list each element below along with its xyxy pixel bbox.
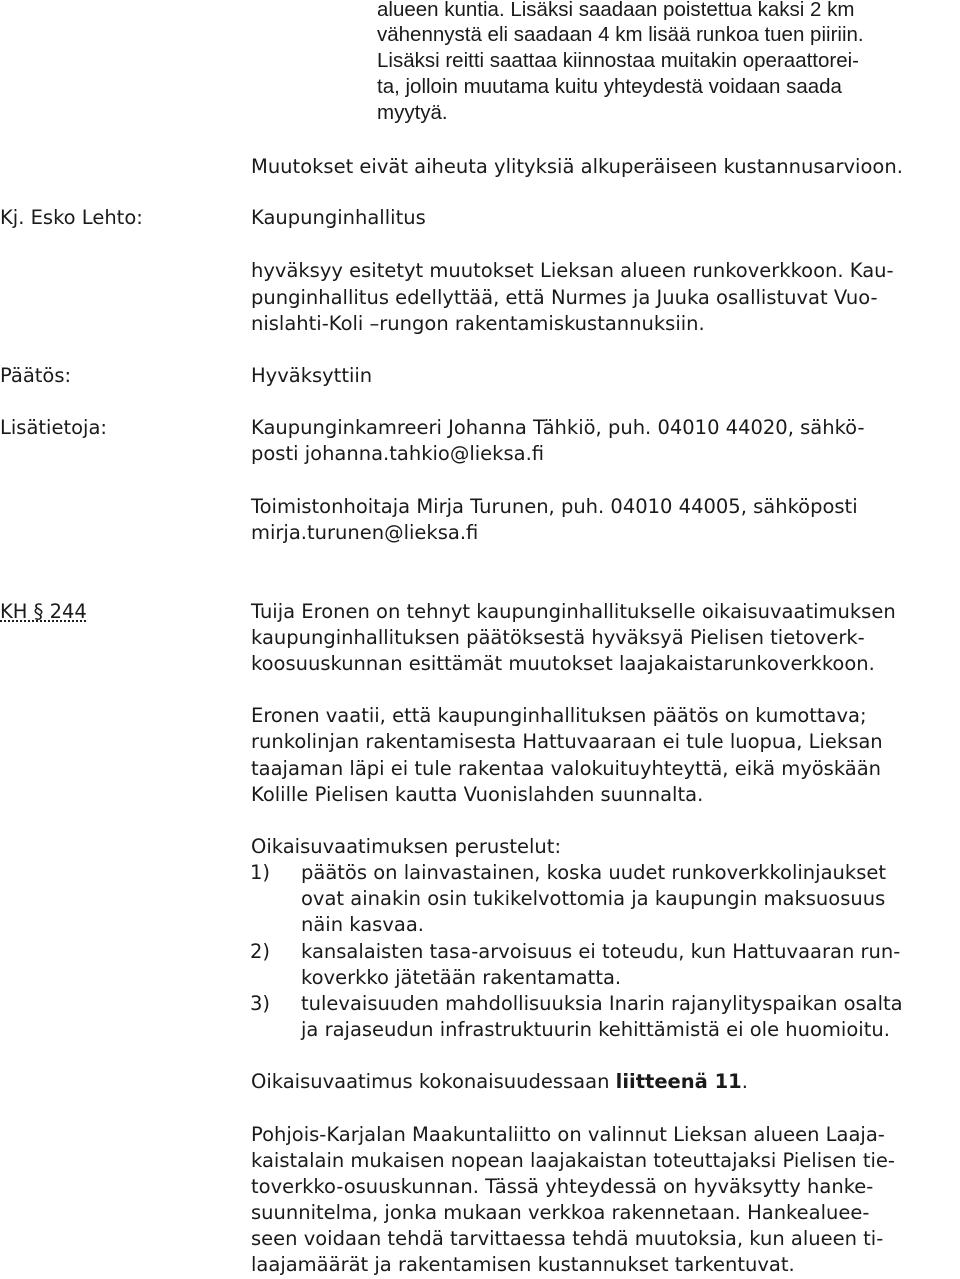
ground-line: kansalaisten tasa-arvoisuus ei toteudu, kun Hattuvaaran run-: [301, 940, 901, 963]
ground-number: 3): [250, 992, 271, 1015]
decision-value: Hyväksyttiin: [251, 364, 373, 387]
contact-line: Toimistonhoitaja Mirja Turunen, puh. 04010 44005, sähköposti: [251, 495, 858, 518]
proposal-line: punginhallitus edellyttää, että Nurmes ja Juuka osallistuvat Vuo-: [251, 286, 878, 309]
ground-line: koverkko jätetään rakentamatta.: [301, 966, 622, 989]
top-paragraph-line: myytyä.: [377, 101, 448, 124]
proposal-line: nislahti-Koli –rungon rakentamiskustannuksiin.: [251, 312, 705, 335]
cost-note: Muutokset eivät aiheuta ylityksiä alkuperäiseen kustannusarvioon.: [251, 155, 903, 178]
more-info-label: Lisätietoja:: [0, 416, 107, 439]
contact-line: Kaupunginkamreeri Johanna Tähkiö, puh. 04010 44020, sähkö-: [251, 416, 865, 439]
contact-line: mirja.turunen@lieksa.fi: [251, 521, 479, 544]
ground-line: päätös on lainvastainen, koska uudet runkoverkkolinjaukset: [301, 861, 886, 884]
decision-label: Päätös:: [0, 364, 72, 387]
top-paragraph-line: ta, jolloin muutama kuitu yhteydestä voidaan saada: [377, 75, 842, 98]
attachment-suffix: .: [741, 1070, 748, 1093]
section-para3-line: laajamäärät ja rakentamisen kustannukset tarkentuvat.: [251, 1253, 795, 1276]
proposal-body-title: Kaupunginhallitus: [251, 206, 426, 229]
attachment-reference: liitteenä 11: [615, 1070, 742, 1093]
section-para3-line: kaistalain mukaisen nopean laajakaistan toteuttajaksi Pielisen tie-: [251, 1149, 895, 1172]
proposer-label: Kj. Esko Lehto:: [0, 206, 143, 229]
ground-line: näin kasvaa.: [301, 913, 424, 936]
section-para2-line: Eronen vaatii, että kaupunginhallituksen päätös on kumottava;: [251, 704, 867, 727]
attachment-prefix: Oikaisuvaatimus kokonaisuudessaan: [251, 1070, 616, 1093]
section-para2-line: Kolille Pielisen kautta Vuonislahden suunnalta.: [251, 783, 704, 806]
section-para3-line: suunnitelma, jonka mukaan verkkoa rakennetaan. Hankealuee-: [251, 1201, 870, 1224]
section-para2-line: taajaman läpi ei tule rakentaa valokuituyhteyttä, eikä myöskään: [251, 757, 882, 780]
top-paragraph-line: alueen kuntia. Lisäksi saadaan poistettua kaksi 2 km: [377, 0, 855, 21]
attachment-note: [251, 1069, 748, 1095]
ground-number: 2): [250, 940, 271, 963]
section-para1-line: koosuuskunnan esittämät muutokset laajakaistarunkoverkkoon.: [251, 652, 875, 675]
ground-line: ovat ainakin osin tukikelvottomia ja kaupungin maksuosuus: [301, 887, 886, 910]
section-para1-line: kaupunginhallituksen päätöksestä hyväksyä Pielisen tietoverk-: [251, 626, 865, 649]
section-para2-line: runkolinjan rakentamisesta Hattuvaaraan ei tule luopua, Lieksan: [251, 730, 883, 753]
section-para3-line: toverkko-osuuskunnan. Tässä yhteydessä on hyväksytty hanke-: [251, 1175, 874, 1198]
ground-line: tulevaisuuden mahdollisuuksia Inarin rajanylityspaikan osalta: [301, 992, 903, 1015]
top-paragraph-line: vähennystä eli saadaan 4 km lisää runkoa tuen piiriin.: [377, 23, 864, 46]
grounds-heading: Oikaisuvaatimuksen perustelut:: [251, 835, 562, 858]
top-paragraph-line: Lisäksi reitti saattaa kiinnostaa muitakin operaattorei-: [377, 49, 859, 72]
section-para1-line: Tuija Eronen on tehnyt kaupunginhallitukselle oikaisuvaatimuksen: [251, 600, 896, 623]
section-para3-line: seen voidaan tehdä tarvittaessa tehdä muutoksia, kun alueen ti-: [251, 1227, 884, 1250]
contact-line: posti johanna.tahkio@lieksa.fi: [251, 442, 545, 465]
section-label: KH § 244: [0, 600, 87, 623]
proposal-line: hyväksyy esitetyt muutokset Lieksan alueen runkoverkkoon. Kau-: [251, 259, 894, 282]
section-para3-line: Pohjois-Karjalan Maakuntaliitto on valinnut Lieksan alueen Laaja-: [251, 1123, 885, 1146]
ground-line: ja rajaseudun infrastruktuurin kehittämistä ei ole huomioitu.: [301, 1018, 890, 1041]
ground-number: 1): [250, 861, 271, 884]
